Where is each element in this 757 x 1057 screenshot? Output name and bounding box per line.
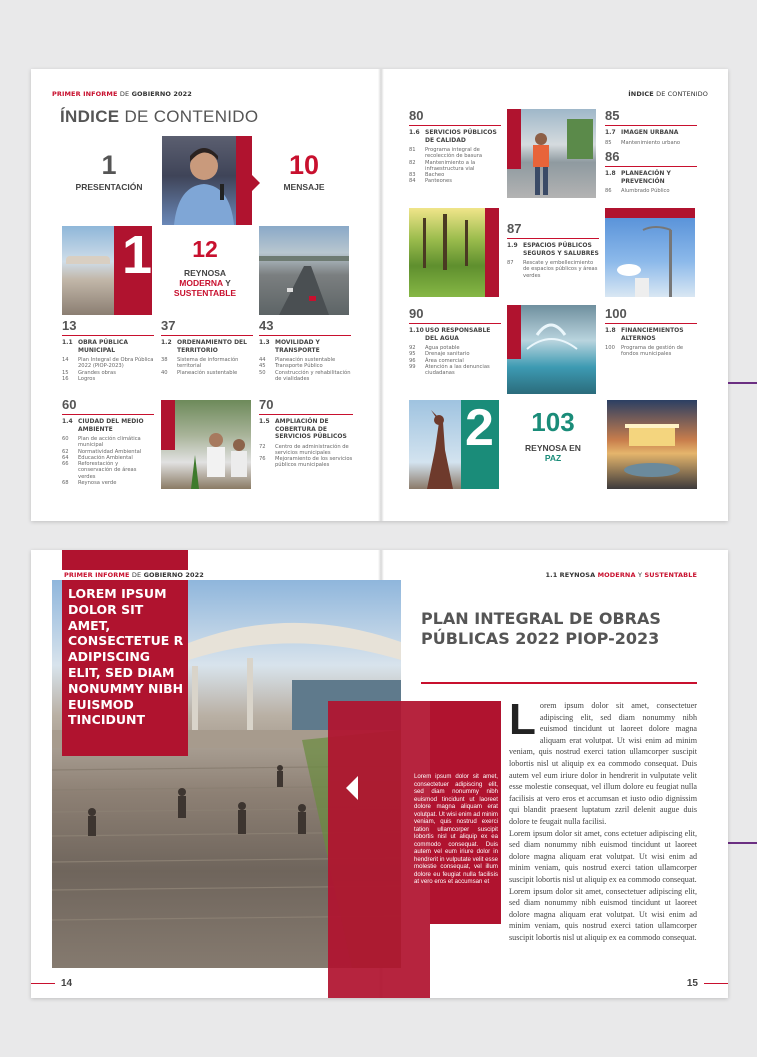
tile-part2[interactable]: 103 REYNOSA EN PAZ: [525, 407, 581, 463]
toc-section-1-9[interactable]: 87 1.9 ESPACIOS PÚBLICOS SEGUROS Y SALUBRES 87 Rescate y embellecimiento de espacios públicos y áreas verdes: [507, 221, 599, 279]
photo-caption: Lorem ipsum dolor sit amet, consectetuer adipiscing elit, sed diam nonummy nibh euismod tincidunt ut laoreet dolore magna aliquam erat volutpat. Ut wisi enim ad minim veniam, quis nostrud exerci tation ullamcorper suscipit lobortis nisl ut aliquip ex ea commodo consequat. Duis autem vel eum iriure dolor in hendrerit in vulputate velit esse molestie consequat, vel illum dolore eu feugiat nulla facilisis at vero eros et accumsan et: [414, 773, 499, 885]
part1-badge: 1: [122, 226, 152, 285]
notch-arrow-left: [346, 776, 358, 800]
road-icon: [259, 226, 349, 315]
toc-section-1-4[interactable]: 60 1.4 CIUDAD DEL MEDIO AMBIENTE 60 Plan de acción climática municipal 62 Normatividad Ambiental 64 Educación Ambiental 66 Reforestación y conservación de áreas verdes 68 Reynosa verde: [62, 398, 154, 486]
toc-section-1-8[interactable]: 86 1.8 PLANEACIÓN Y PREVENCIÓN 86 Alumbrado Público: [605, 150, 697, 194]
part2-photo: [409, 400, 499, 489]
building-icon: [607, 400, 697, 489]
headline-banner-top: [62, 550, 188, 570]
tile-presentacion[interactable]: 1 PRESENTACIÓN: [75, 150, 143, 192]
toc-section-1-10[interactable]: 90 1.10 USO RESPONSABLE DEL AGUA 92 Agua potable 95 Drenaje sanitario 96 Área comercial 99 Atención a las denuncias ciudadanas: [409, 307, 501, 376]
toc-section-1-2[interactable]: 37 1.2 ORDENAMIENTO DEL TERRITORIO 38 Sistema de información territorial 40 Planeación sustentable: [161, 319, 253, 376]
toc-section-1-1[interactable]: 13 1.1 OBRA PÚBLICA MUNICIPAL 14 Plan Integral de Obra Pública 2022 (PIOP-2023) 15 Grandes obras 16 Logros: [62, 318, 154, 382]
traffic-photo: [259, 226, 349, 315]
article-title: PLAN INTEGRAL DE OBRAS PÚBLICAS 2022 PIOP-2023: [421, 609, 661, 648]
tile-part1[interactable]: 12 REYNOSA MODERNA Y SUSTENTABLE: [173, 236, 237, 298]
hero-headline: LOREM IPSUM DOLOR SIT AMET, CONSECTETUE R ADIPISCING ELIT, SED DIAM NONUMMY NIBH EUISMOD TINCIDUNT: [68, 586, 184, 728]
toc-section-1-3[interactable]: 43 1.3 MOVILIDAD Y TRANSPORTE 44 Planeación sustentable 45 Transporte Público 50 Construcción y rehabilitación de vialidades: [259, 318, 351, 382]
dropcap: L: [509, 695, 536, 744]
part1-photo: [62, 226, 152, 315]
toc-section-1-5[interactable]: 70 1.5 AMPLIACIÓN DE COBERTURA DE SERVICIOS PÚBLICOS 72 Centro de administración de servicios municipales 76 Mejoramiento de los servicios públicos municipales: [259, 397, 353, 469]
running-head-right: 1.1 REYNOSA MODERNA Y SUSTENTABLE: [545, 571, 697, 579]
part2-badge: 2: [465, 400, 494, 457]
toc-section-1-6[interactable]: 80 1.6 SERVICIOS PÚBLICOS DE CALIDAD 81 Programa integral de recolección de basura 82 Mantenimiento a la infraestructura vial 83 Bacheo 84 Panteones: [409, 109, 501, 185]
toc-spread: [31, 69, 728, 521]
article-body: Lorem ipsum dolor sit amet, consectetuer adipiscing elit, sed diam nonummy nibh euismod tincidunt ut laoreet dolore magna aliquam erat volutpat. Ut wisi enim ad minim veniam, quis nostrud exerci tation ullamcorper suscipit lobortis nisl ut aliquip ex ea commodo consequat. Duis autem vel eum iriure dolor in hendrerit in vulputate velit esse molestie consequat, vel illum dolore eu feugiat nulla facilisis at vero eros et accumsan et iusto odio dignissim qui blandit praesent luptatum zzril delenit augue duis dolore te feugait nulla facilisi. Lorem ipsum dolor sit amet, cons ectetuer adipiscing elit, sed diam nonummy nibh euismod tincidunt ut laoreet dolore magna aliquam erat volutpat. Ut wisi enim ad minim veniam, quis nostrud exerci tation ullamcorper suscipit lobortis nisl ut aliquip ex ea commodo consequat. Lorem ipsum dolor sit amet, consectetuer adipiscing elit, sed diam nonummy nibh euismod tincidunt ut laoreet dolore magna aliquam erat volutpat. Ut wisi enim ad minim veniam, quis nostrud exerci tation ullamcorper suscipit lobortis nisl ut aliquip ex ea commodo consequat.: [509, 695, 697, 942]
edge-line-bottom: [728, 842, 757, 844]
title-rule: [421, 682, 697, 684]
toc-section-financiamientos[interactable]: 100 1.8 FINANCIEMIENTOS ALTERNOS 100 Programa de gestión de fondos municipales: [605, 307, 697, 358]
center-fold: [378, 69, 384, 521]
speaker-photo: [162, 136, 252, 225]
lamppost-icon: [605, 208, 695, 297]
running-head-left: PRIMER INFORME DE GOBIERNO 2022: [52, 90, 192, 98]
night-building-photo: [607, 400, 697, 489]
toc-title: ÍNDICE DE CONTENIDO: [60, 107, 259, 126]
park-photo: [409, 208, 499, 297]
planting-photo: [161, 400, 251, 489]
worker-photo: [507, 109, 596, 198]
page-number-right: 15: [687, 978, 728, 989]
toc-section-1-7[interactable]: 85 1.7 IMAGEN URBANA 85 Mantenimiento urbano: [605, 109, 697, 146]
page-number-left: 14: [31, 978, 72, 989]
speaker-figure-icon: [162, 136, 252, 225]
running-head-left: PRIMER INFORME DE GOBIERNO 2022: [64, 571, 204, 579]
running-head-right: ÍNDICE DE CONTENIDO: [628, 90, 708, 98]
tile-mensaje[interactable]: 10 MENSAJE: [283, 150, 325, 192]
edge-line-top: [728, 382, 757, 384]
article-spread: [31, 550, 728, 998]
fountain-photo: [507, 305, 596, 394]
streetlight-photo: [605, 208, 695, 297]
